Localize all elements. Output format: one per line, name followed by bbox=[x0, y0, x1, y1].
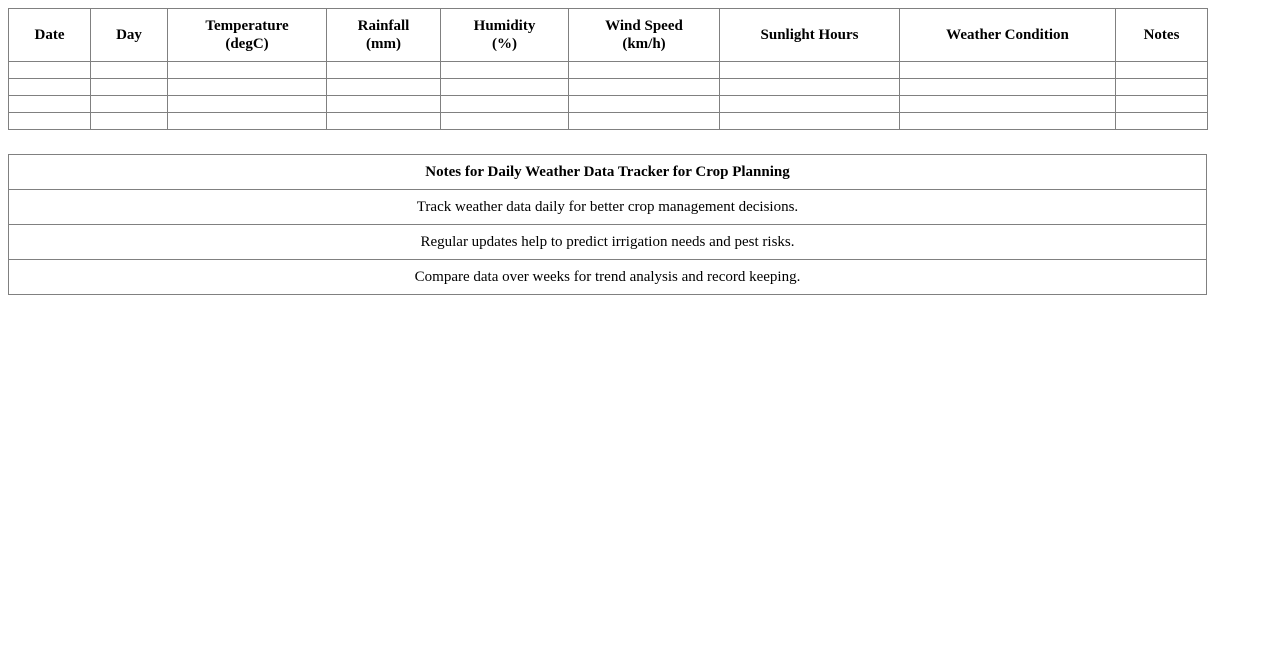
notes-title-row bbox=[9, 155, 1207, 190]
cell-humidity[interactable] bbox=[441, 113, 569, 130]
cell-notes[interactable] bbox=[1116, 96, 1208, 113]
cell-notes[interactable] bbox=[1116, 113, 1208, 130]
cell-date[interactable] bbox=[9, 113, 91, 130]
cell-temperature[interactable] bbox=[168, 96, 327, 113]
list-item bbox=[9, 260, 1207, 295]
cell-wind-speed[interactable] bbox=[569, 113, 720, 130]
cell-temperature[interactable] bbox=[168, 79, 327, 96]
cell-rainfall[interactable] bbox=[327, 79, 441, 96]
table-row bbox=[9, 79, 1208, 96]
table-row bbox=[9, 113, 1208, 130]
cell-date[interactable] bbox=[9, 96, 91, 113]
cell-day[interactable] bbox=[91, 113, 168, 130]
cell-humidity[interactable] bbox=[441, 62, 569, 79]
cell-temperature[interactable] bbox=[168, 113, 327, 130]
note-text: Compare data over weeks for trend analysis and record keeping. bbox=[9, 260, 1207, 295]
notes-table bbox=[8, 154, 1207, 295]
cell-rainfall[interactable] bbox=[327, 96, 441, 113]
cell-day[interactable] bbox=[91, 62, 168, 79]
notes-title: Notes for Daily Weather Data Tracker for Crop Planning bbox=[9, 155, 1207, 190]
column-header-weather-condition: Weather Condition bbox=[900, 9, 1116, 62]
list-item bbox=[9, 225, 1207, 260]
column-header-day: Day bbox=[91, 9, 168, 62]
cell-temperature[interactable] bbox=[168, 62, 327, 79]
note-text: Track weather data daily for better crop management decisions. bbox=[9, 190, 1207, 225]
table-row bbox=[9, 96, 1208, 113]
header-row bbox=[9, 9, 1208, 62]
cell-humidity[interactable] bbox=[441, 96, 569, 113]
cell-day[interactable] bbox=[91, 79, 168, 96]
column-header-sunlight-hours: Sunlight Hours bbox=[720, 9, 900, 62]
cell-wind-speed[interactable] bbox=[569, 62, 720, 79]
cell-date[interactable] bbox=[9, 79, 91, 96]
cell-day[interactable] bbox=[91, 96, 168, 113]
cell-weather-condition[interactable] bbox=[900, 62, 1116, 79]
cell-sunlight-hours[interactable] bbox=[720, 79, 900, 96]
cell-sunlight-hours[interactable] bbox=[720, 113, 900, 130]
column-header-rainfall: Rainfall (mm) bbox=[327, 9, 441, 62]
cell-rainfall[interactable] bbox=[327, 62, 441, 79]
column-header-notes: Notes bbox=[1116, 9, 1208, 62]
weather-tracker-table bbox=[8, 8, 1208, 130]
cell-sunlight-hours[interactable] bbox=[720, 96, 900, 113]
column-header-date: Date bbox=[9, 9, 91, 62]
cell-wind-speed[interactable] bbox=[569, 79, 720, 96]
cell-date[interactable] bbox=[9, 62, 91, 79]
cell-weather-condition[interactable] bbox=[900, 113, 1116, 130]
table-row bbox=[9, 62, 1208, 79]
column-header-temperature: Temperature (degC) bbox=[168, 9, 327, 62]
cell-rainfall[interactable] bbox=[327, 113, 441, 130]
cell-sunlight-hours[interactable] bbox=[720, 62, 900, 79]
note-text: Regular updates help to predict irrigation needs and pest risks. bbox=[9, 225, 1207, 260]
list-item bbox=[9, 190, 1207, 225]
cell-notes[interactable] bbox=[1116, 79, 1208, 96]
column-header-humidity: Humidity (%) bbox=[441, 9, 569, 62]
cell-wind-speed[interactable] bbox=[569, 96, 720, 113]
column-header-wind-speed: Wind Speed (km/h) bbox=[569, 9, 720, 62]
cell-weather-condition[interactable] bbox=[900, 79, 1116, 96]
cell-notes[interactable] bbox=[1116, 62, 1208, 79]
cell-humidity[interactable] bbox=[441, 79, 569, 96]
cell-weather-condition[interactable] bbox=[900, 96, 1116, 113]
